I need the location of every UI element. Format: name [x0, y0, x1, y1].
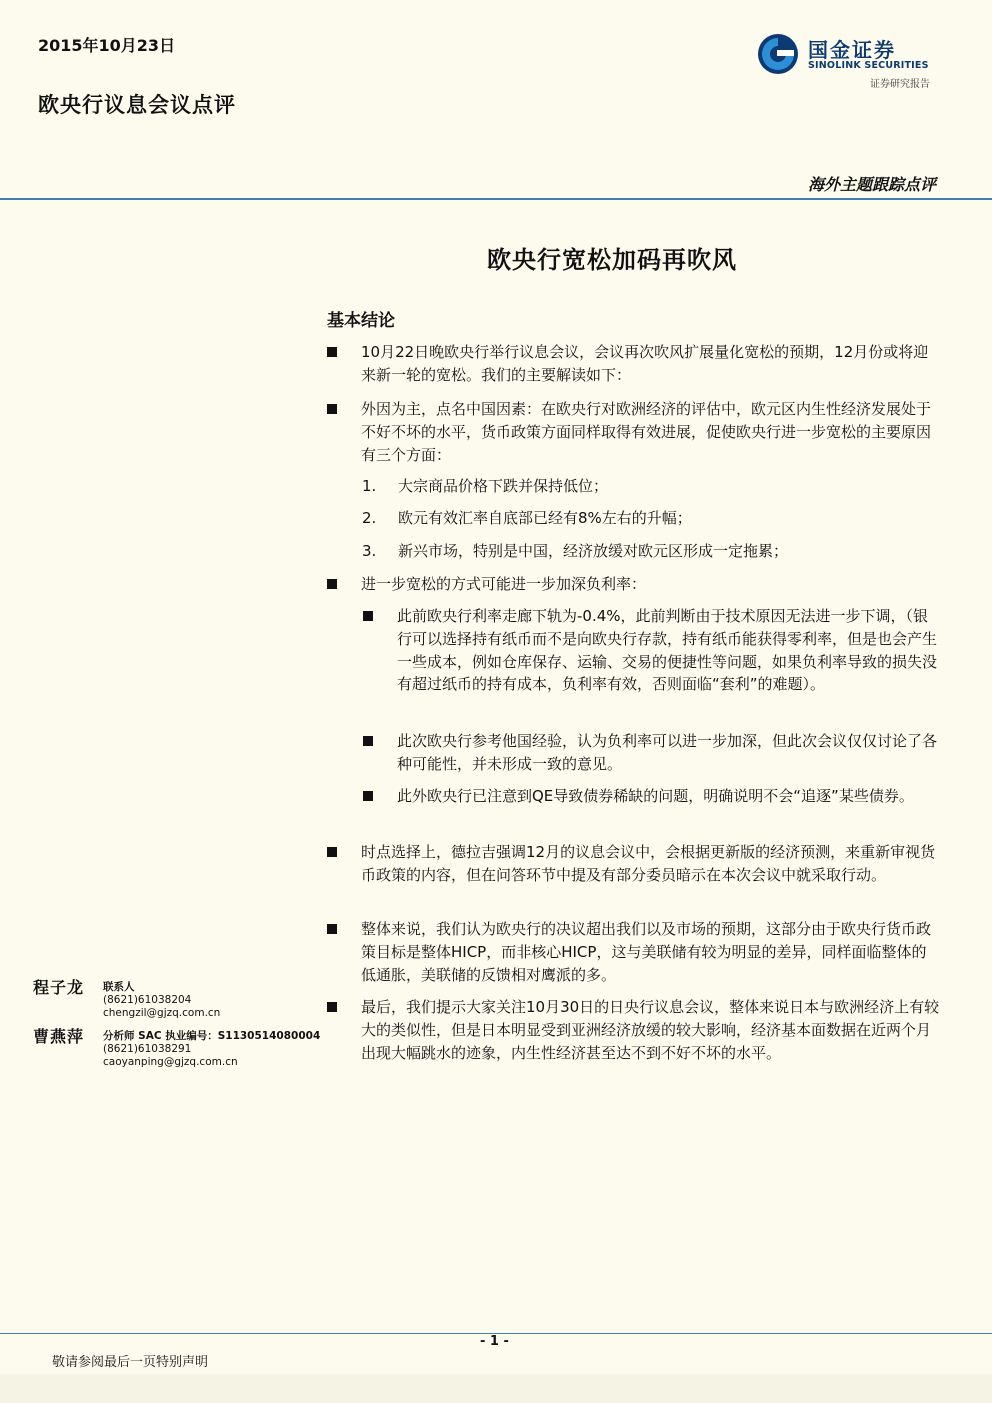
- bullet-item: [327, 398, 941, 467]
- bullet-item: [327, 918, 941, 987]
- square-bullet-icon: [327, 847, 337, 857]
- bullet-item: [327, 573, 941, 596]
- sub-bullet-item: [363, 730, 941, 776]
- bullet-item: [327, 996, 941, 1088]
- analyst-contact: [103, 1030, 320, 1069]
- footer-band: [0, 1374, 992, 1403]
- bullet-text: 时点选择上，德拉吉强调12月的议息会议中，会根据更新版的经济预测，来重新审视货币政策的内容，但在问答环节中提及有部分委员暗示在本次会议中就采取行动。: [361, 843, 936, 884]
- square-bullet-icon: [327, 924, 337, 934]
- sub-bullet-item: [363, 785, 941, 831]
- item-number: 3.: [362, 542, 377, 560]
- bullet-text: 最后，我们提示大家关注10月30日的日央行议息会议，整体来说日本与欧洲经济上有较大的类似性，但是日本明显受到亚洲经济放缓的较大影响，经济基本面数据在近两个月出现大幅跳水的迹象，内生性经济甚至达不到不好不坏的水平。: [361, 998, 940, 1062]
- sub-bullet-item: [363, 605, 941, 720]
- analyst-phone: (8621)61038291: [103, 1043, 192, 1055]
- analyst-role: 联系人: [103, 981, 135, 993]
- analyst-email[interactable]: chengzil@gjzq.com.cn: [103, 1007, 221, 1019]
- logo-subtitle: 证券研究报告: [870, 79, 930, 90]
- analyst-phone: (8621)61038204: [103, 994, 192, 1006]
- analyst-email[interactable]: caoyanping@gjzq.com.cn: [103, 1056, 238, 1068]
- bullet-item: [327, 841, 941, 910]
- square-bullet-icon: [327, 579, 337, 589]
- analyst-contact: [103, 981, 220, 1020]
- analyst-role: 分析师 SAC 执业编号：S1130514080004: [103, 1030, 321, 1042]
- square-bullet-icon: [327, 347, 337, 357]
- square-bullet-icon: [363, 736, 373, 746]
- square-bullet-icon: [363, 611, 373, 621]
- square-bullet-icon: [327, 404, 337, 414]
- item-text: 欧元有效汇率自底部已经有8%左右的升幅；: [398, 509, 692, 527]
- square-bullet-icon: [363, 791, 373, 801]
- header-divider: [0, 198, 992, 200]
- report-category: 海外主题跟踪点评: [807, 175, 936, 194]
- analyst-name: 程子龙: [33, 978, 85, 997]
- disclaimer-note: 敬请参阅最后一页特别声明: [52, 1355, 209, 1370]
- bullet-text: 进一步宽松的方式可能进一步加深负利率：: [361, 575, 647, 593]
- numbered-item: [362, 540, 942, 563]
- page-number: - 1 -: [480, 1334, 509, 1349]
- section-heading: 基本结论: [327, 311, 395, 331]
- sub-bullet-text: 此外欧央行已注意到QE导致债券稀缺的问题，明确说明不会“追逐”某些债券。: [397, 787, 914, 805]
- numbered-item: [362, 507, 942, 530]
- analyst-name: 曹燕萍: [33, 1027, 85, 1046]
- bullet-item: [327, 341, 941, 387]
- square-bullet-icon: [327, 1002, 337, 1012]
- bullet-text: 外因为主，点名中国因素：在欧央行对欧洲经济的评估中，欧元区内生性经济发展处于不好不坏的水平，货币政策方面同样取得有效进展，促使欧央行进一步宽松的主要原因有三个方面：: [361, 400, 932, 464]
- item-number: 1.: [362, 477, 377, 495]
- item-number: 2.: [362, 509, 377, 527]
- item-text: 大宗商品价格下跌并保持低位；: [398, 477, 609, 495]
- report-date: 2015年10月23日: [38, 36, 176, 55]
- sinolink-logo-icon: [756, 32, 800, 76]
- sub-bullet-text: 此前欧央行利率走廊下轨为-0.4%，此前判断由于技术原因无法进一步下调，（银行可以选择持有纸币而不是向欧央行存款，持有纸币能获得零利率，但是也会产生一些成本，例如仓库保存、运输、交易的便捷性等问题，如果负利率导致的损失没有超过纸币的持有成本，负利率有效，否则面临“套利”的难题）。: [397, 607, 938, 694]
- sub-bullet-text: 此次欧央行参考他国经验，认为负利率可以进一步加深，但此次会议仅仅讨论了各种可能性，并未形成一致的意见。: [397, 732, 938, 773]
- bullet-text: 整体来说，我们认为欧央行的决议超出我们以及市场的预期，这部分由于欧央行货币政策目标是整体HICP，而非核心HICP，这与美联储有较为明显的差异，同样面临整体的低通胀，美联储的反馈相对鹰派的多。: [361, 920, 932, 984]
- logo-en-name: SINOLINK SECURITIES: [808, 60, 929, 71]
- main-title: 欧央行宽松加码再吹风: [487, 246, 737, 274]
- numbered-item: [362, 475, 942, 498]
- report-type-title: 欧央行议息会议点评: [38, 93, 236, 117]
- logo-cn-name: 国金证券: [808, 38, 896, 62]
- item-text: 新兴市场，特别是中国，经济放缓对欧元区形成一定拖累；: [398, 542, 789, 560]
- bullet-text: 10月22日晚欧央行举行议息会议，会议再次吹风扩展量化宽松的预期，12月份或将迎来新一轮的宽松。我们的主要解读如下：: [361, 343, 929, 384]
- company-logo: [752, 30, 947, 90]
